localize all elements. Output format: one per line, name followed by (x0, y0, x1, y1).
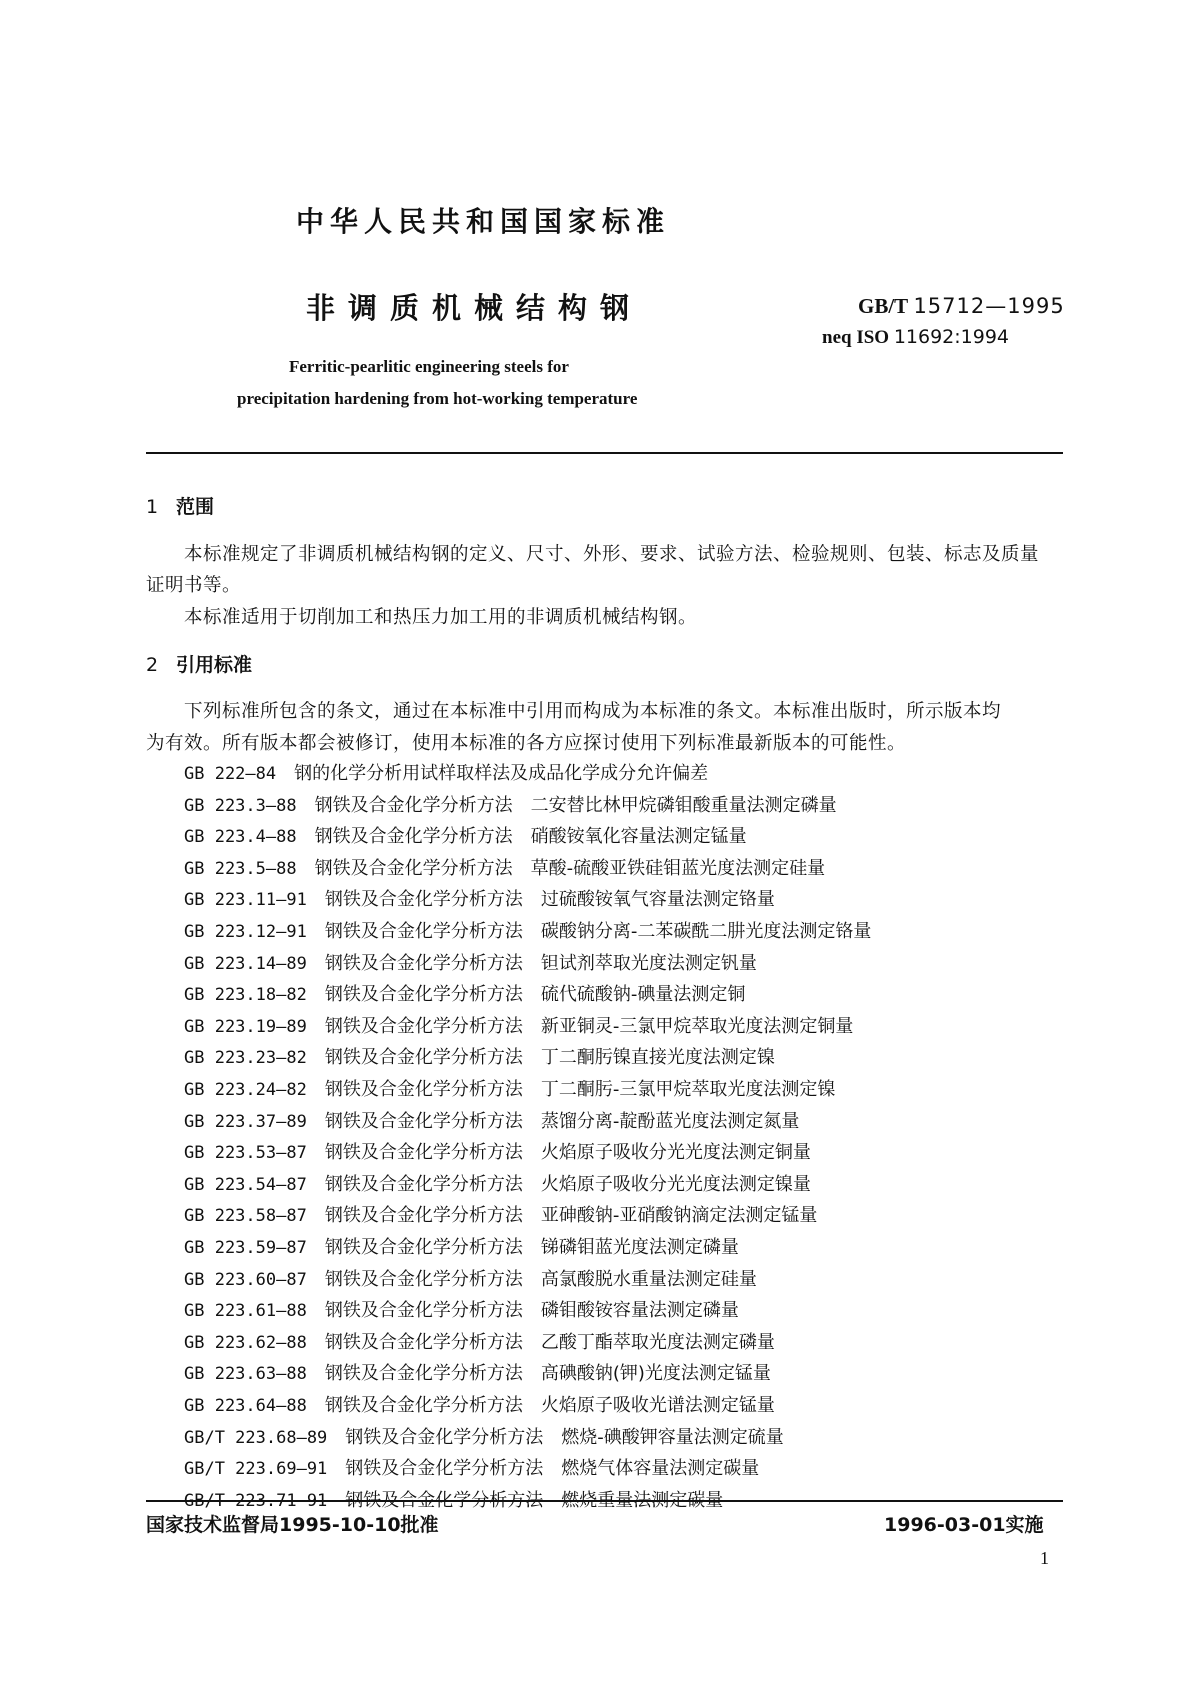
reference-item (184, 1075, 835, 1101)
reference-item (184, 1423, 784, 1449)
reference-item (184, 885, 775, 911)
standard-code-number: 15712—1995 (913, 294, 1065, 318)
iso-equivalence (822, 326, 1009, 349)
section-2-title: 引用标准 (176, 654, 253, 676)
reference-title: 钢铁及合金化学分析方法 高碘酸钠(钾)光度法测定锰量 (324, 1363, 771, 1384)
section-1-number: 1 (146, 496, 159, 518)
reference-item (184, 1012, 853, 1038)
scope-paragraph-1-line-2: 证明书等。 (146, 575, 242, 596)
reference-title: 钢铁及合金化学分析方法 高氯酸脱水重量法测定硅量 (324, 1269, 757, 1290)
reference-item (184, 1328, 775, 1354)
reference-title: 钢铁及合金化学分析方法 锑磷钼蓝光度法测定磷量 (324, 1237, 739, 1258)
reference-title: 钢铁及合金化学分析方法 火焰原子吸收分光光度法测定镍量 (324, 1174, 811, 1195)
reference-code: GB 223.64—88 (184, 1396, 307, 1416)
reference-title: 钢铁及合金化学分析方法 燃烧-碘酸钾容量法测定硫量 (345, 1427, 784, 1448)
reference-title: 钢铁及合金化学分析方法 燃烧重量法测定碳量 (345, 1490, 724, 1511)
section-2-heading (146, 650, 252, 677)
reference-title: 钢铁及合金化学分析方法 丁二酮肟-三氯甲烷萃取光度法测定镍 (324, 1079, 836, 1100)
reference-item (184, 980, 745, 1006)
reference-item (184, 1265, 757, 1291)
reference-item (184, 1454, 759, 1480)
reference-item (184, 917, 871, 943)
reference-code: GB 222—84 (184, 764, 277, 784)
reference-title: 钢铁及合金化学分析方法 过硫酸铵氧气容量法测定铬量 (324, 889, 775, 910)
reference-title: 钢铁及合金化学分析方法 丁二酮肟镍直接光度法测定镍 (324, 1047, 775, 1068)
reference-title: 钢铁及合金化学分析方法 新亚铜灵-三氯甲烷萃取光度法测定铜量 (324, 1016, 854, 1037)
reference-title: 钢铁及合金化学分析方法 草酸-硫酸亚铁硅钼蓝光度法测定硅量 (314, 858, 826, 879)
reference-code: GB 223.37—89 (184, 1112, 307, 1132)
reference-title: 钢铁及合金化学分析方法 蒸馏分离-靛酚蓝光度法测定氮量 (324, 1111, 800, 1132)
reference-code: GB 223.54—87 (184, 1175, 307, 1195)
iso-prefix: neq ISO (822, 327, 890, 348)
reference-title: 钢铁及合金化学分析方法 硝酸铵氧化容量法测定锰量 (314, 826, 747, 847)
section-2-number: 2 (146, 654, 159, 676)
reference-title: 钢铁及合金化学分析方法 火焰原子吸收光谱法测定锰量 (324, 1395, 775, 1416)
scope-paragraph-1-line-1: 本标准规定了非调质机械结构钢的定义、尺寸、外形、要求、试验方法、检验规则、包装、标志及质量 (184, 544, 1040, 565)
reference-title: 钢铁及合金化学分析方法 二安替比林甲烷磷钼酸重量法测定磷量 (314, 795, 837, 816)
reference-code: GB/T 223.71—91 (184, 1491, 328, 1511)
reference-title: 钢铁及合金化学分析方法 燃烧气体容量法测定碳量 (345, 1458, 760, 1479)
reference-item (184, 1296, 739, 1322)
reference-code: GB 223.19—89 (184, 1017, 307, 1037)
scope-paragraph-2: 本标准适用于切削加工和热压力加工用的非调质机械结构钢。 (184, 607, 698, 628)
page-number: 1 (1040, 1548, 1049, 1568)
standard-code-prefix: GB/T (858, 294, 909, 318)
reference-title: 钢铁及合金化学分析方法 钽试剂萃取光度法测定钒量 (324, 953, 757, 974)
reference-code: GB 223.14—89 (184, 954, 307, 974)
reference-code: GB 223.23—82 (184, 1048, 307, 1068)
reference-code: GB 223.4—88 (184, 827, 297, 847)
reference-item (184, 1391, 775, 1417)
reference-title: 钢铁及合金化学分析方法 碳酸钠分离-二苯碳酰二肼光度法测定铬量 (324, 921, 872, 942)
reference-item (184, 1359, 771, 1385)
reference-item (184, 854, 825, 880)
reference-code: GB 223.12—91 (184, 922, 307, 942)
standard-code (858, 294, 1065, 319)
reference-item (184, 822, 747, 848)
reference-title: 钢铁及合金化学分析方法 亚砷酸钠-亚硝酸钠滴定法测定锰量 (324, 1205, 818, 1226)
reference-title: 钢的化学分析用试样取样法及成品化学成分允许偏差 (294, 763, 709, 784)
reference-item (184, 949, 757, 975)
reference-code: GB 223.3—88 (184, 796, 297, 816)
reference-title: 钢铁及合金化学分析方法 乙酸丁酯萃取光度法测定磷量 (324, 1332, 775, 1353)
footer-divider (146, 1500, 1063, 1502)
reference-item (184, 1043, 775, 1069)
section-1-heading (146, 492, 214, 519)
document-title-en-line2: precipitation hardening from hot-working temperature (237, 389, 638, 408)
reference-code: GB 223.5—88 (184, 859, 297, 879)
reference-item (184, 1486, 723, 1512)
reference-code: GB 223.18—82 (184, 985, 307, 1005)
references-intro-line-2: 为有效。所有版本都会被修订，使用本标准的各方应探讨使用下列标准最新版本的可能性。 (146, 733, 907, 754)
references-intro-line-1: 下列标准所包含的条文，通过在本标准中引用而构成为本标准的条文。本标准出版时，所示版本均 (184, 701, 1002, 722)
reference-code: GB 223.24—82 (184, 1080, 307, 1100)
effective-date: 1996-03-01实施 (884, 1514, 1044, 1536)
document-title-zh: 非调质机械结构钢 (306, 291, 643, 325)
reference-item (184, 759, 708, 785)
reference-code: GB 223.11—91 (184, 890, 307, 910)
reference-code: GB/T 223.69—91 (184, 1459, 328, 1479)
reference-code: GB 223.60—87 (184, 1270, 307, 1290)
national-standard-heading: 中华人民共和国国家标准 (296, 205, 671, 238)
reference-code: GB 223.63—88 (184, 1364, 307, 1384)
approval-note: 国家技术监督局1995-10-10批准 (146, 1514, 439, 1536)
reference-item (184, 1170, 811, 1196)
reference-code: GB/T 223.68—89 (184, 1428, 328, 1448)
header-divider (146, 452, 1063, 454)
reference-title: 钢铁及合金化学分析方法 硫代硫酸钠-碘量法测定铜 (324, 984, 746, 1005)
iso-number: 11692:1994 (893, 326, 1010, 348)
reference-item (184, 1233, 739, 1259)
reference-code: GB 223.62—88 (184, 1333, 307, 1353)
section-1-title: 范围 (176, 496, 215, 518)
reference-item (184, 1201, 817, 1227)
reference-item (184, 1107, 799, 1133)
reference-code: GB 223.59—87 (184, 1238, 307, 1258)
reference-title: 钢铁及合金化学分析方法 火焰原子吸收分光光度法测定铜量 (324, 1142, 811, 1163)
document-title-en-line1: Ferritic-pearlitic engineering steels for (289, 357, 569, 376)
reference-title: 钢铁及合金化学分析方法 磷钼酸铵容量法测定磷量 (324, 1300, 739, 1321)
reference-item (184, 791, 837, 817)
reference-item (184, 1138, 811, 1164)
reference-code: GB 223.58—87 (184, 1206, 307, 1226)
reference-code: GB 223.53—87 (184, 1143, 307, 1163)
reference-code: GB 223.61—88 (184, 1301, 307, 1321)
